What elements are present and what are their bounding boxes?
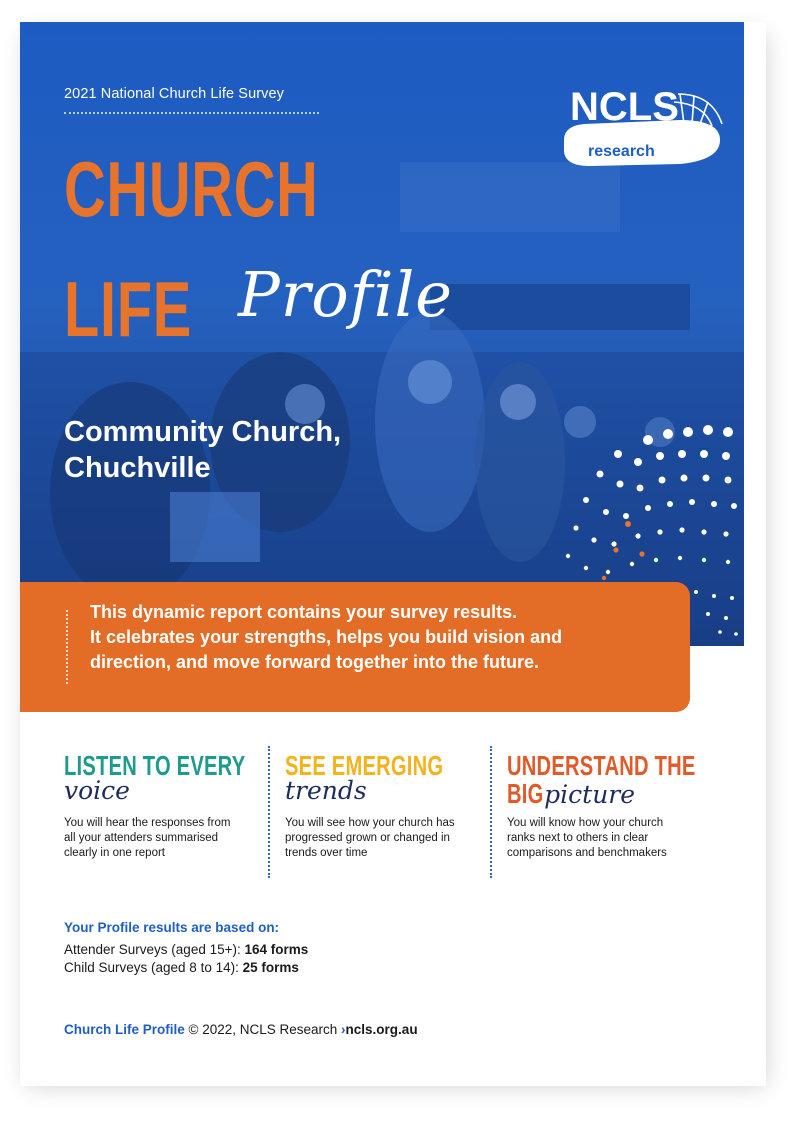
feature-body <box>507 816 707 861</box>
feature-body-line: You will hear the responses from <box>64 817 231 829</box>
title-profile-script: Profile <box>238 258 453 331</box>
child-value: 25 forms <box>242 960 299 975</box>
feature-body-line: trends over time <box>285 847 368 859</box>
intro-line1: This dynamic report contains your survey results. <box>90 602 518 622</box>
column-divider <box>268 746 270 878</box>
chevron-right-icon: › <box>341 1022 346 1037</box>
title-life: LIFE <box>64 265 193 353</box>
church-name-line1: Community Church, <box>64 416 342 448</box>
results-attender <box>64 942 308 957</box>
title-church: CHURCH <box>64 145 319 233</box>
profile-cover-page <box>20 22 766 1086</box>
feature-trends <box>285 752 485 861</box>
results-child <box>64 960 299 975</box>
child-label: Child Surveys (aged 8 to 14): <box>64 960 243 975</box>
logo-main-text: NCLS <box>570 85 679 129</box>
feature-body-line: clearly in one report <box>64 847 165 859</box>
intro-line2: It celebrates your strengths, helps you build vision and <box>90 627 563 647</box>
footer-copyright: © 2022, NCLS Research <box>184 1022 342 1037</box>
banner-dotted-rule <box>66 610 68 684</box>
feature-big-picture <box>507 752 707 861</box>
feature-body-line: You will see how your church has <box>285 817 455 829</box>
footer <box>64 1022 418 1037</box>
feature-body-line: You will know how your church <box>507 817 664 829</box>
column-divider <box>490 746 492 878</box>
feature-body-line: progressed grown or changed in <box>285 832 450 844</box>
footer-product: Church Life Profile <box>64 1022 185 1037</box>
feature-body-line: comparisons and benchmakers <box>507 847 667 859</box>
feature-heading: LISTEN TO EVERY <box>64 750 246 781</box>
ncls-research-logo[interactable] <box>562 80 724 175</box>
survey-title-divider <box>64 112 319 114</box>
attender-value: 164 forms <box>244 942 309 957</box>
survey-title: 2021 National Church Life Survey <box>64 86 285 102</box>
feature-script: voice <box>64 776 130 805</box>
feature-heading-row2 <box>507 780 707 810</box>
intro-text <box>90 600 680 675</box>
feature-body <box>64 816 264 861</box>
logo-sub-text: research <box>588 143 655 160</box>
feature-body-line: all your attenders summarised <box>64 832 219 844</box>
feature-script: trends <box>285 776 367 805</box>
church-name <box>64 414 424 486</box>
church-name-line2: Chuchville <box>64 452 211 484</box>
intro-line3: direction, and move forward together into the future. <box>90 652 540 672</box>
feature-heading: SEE EMERGING <box>285 750 444 781</box>
attender-label: Attender Surveys (aged 15+): <box>64 942 245 957</box>
results-title: Your Profile results are based on: <box>64 920 280 935</box>
hero-section <box>20 22 744 646</box>
feature-listen <box>64 752 264 861</box>
feature-script: picture <box>544 780 636 809</box>
feature-body-line: ranks next to others in clear <box>507 832 649 844</box>
feature-heading-big: BIG <box>507 778 544 809</box>
feature-heading: UNDERSTAND THE <box>507 750 696 781</box>
feature-body <box>285 816 485 861</box>
footer-url-link[interactable]: ncls.org.au <box>345 1022 418 1037</box>
